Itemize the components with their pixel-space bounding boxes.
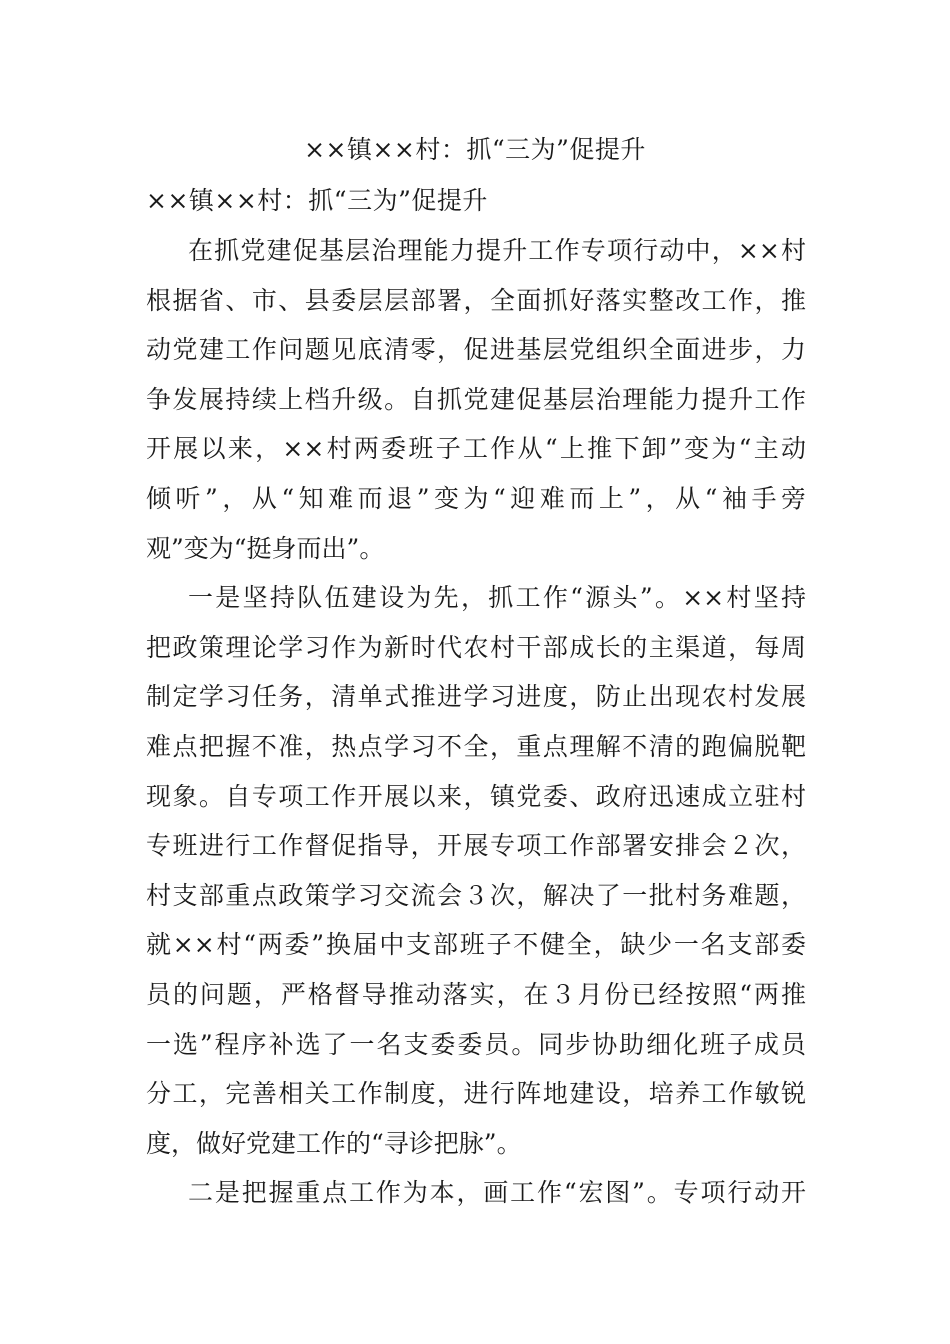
paragraph-line: 争发展持续上档升级。自抓党建促基层治理能力提升工作 bbox=[146, 384, 806, 414]
paragraph-line: 就××村“两委”换届中支部班子不健全，缺少一名支部委 bbox=[146, 930, 806, 960]
paragraph-line: 在抓党建促基层治理能力提升工作专项行动中，××村 bbox=[188, 236, 806, 265]
paragraph-line: 动党建工作问题见底清零，促进基层党组织全面进步，力 bbox=[146, 335, 806, 365]
paragraph-line: 根据省、市、县委层层部署，全面抓好落实整改工作，推 bbox=[146, 285, 806, 315]
paragraph bbox=[146, 573, 806, 1168]
paragraph-line: 倾听”，从“知难而退”变为“迎难而上”，从“袖手旁 bbox=[146, 483, 806, 513]
paragraph-line: 二是把握重点工作为本，画工作“宏图”。专项行动开 bbox=[188, 1178, 806, 1208]
paragraph-line: 分工，完善相关工作制度，进行阵地建设，培养工作敏锐 bbox=[146, 1079, 806, 1109]
document-title: ××镇××村：抓“三为”促提升 bbox=[304, 135, 646, 164]
document-body bbox=[146, 226, 806, 1218]
paragraph-line: 制定学习任务，清单式推进学习进度，防止出现农村发展 bbox=[146, 682, 806, 712]
paragraph-line: 村支部重点政策学习交流会３次，解决了一批村务难题， bbox=[146, 880, 806, 910]
paragraph-line: 开展以来，××村两委班子工作从“上推下卸”变为“主动 bbox=[146, 434, 806, 464]
paragraph-line: 员的问题，严格督导推动落实，在３月份已经按照“两推 bbox=[146, 979, 806, 1009]
paragraph-line: 难点把握不准，热点学习不全，重点理解不清的跑偏脱靶 bbox=[146, 731, 806, 761]
paragraph bbox=[146, 226, 806, 573]
paragraph-line: 一选”程序补选了一名支委委员。同步协助细化班子成员 bbox=[146, 1029, 806, 1059]
document-subtitle: ××镇××村：抓“三为”促提升 bbox=[146, 186, 488, 215]
paragraph-line: 专班进行工作督促指导，开展专项工作部署安排会２次， bbox=[146, 831, 806, 861]
paragraph-line: 度，做好党建工作的“寻诊把脉”。 bbox=[146, 1128, 522, 1158]
paragraph-line: 把政策理论学习作为新时代农村干部成长的主渠道，每周 bbox=[146, 632, 806, 662]
paragraph-line: 观”变为“挺身而出”。 bbox=[146, 533, 385, 563]
paragraph bbox=[146, 1168, 806, 1218]
paragraph-line: 一是坚持队伍建设为先，抓工作“源头”。××村坚持 bbox=[188, 583, 806, 613]
paragraph-line: 现象。自专项工作开展以来，镇党委、政府迅速成立驻村 bbox=[146, 781, 806, 811]
